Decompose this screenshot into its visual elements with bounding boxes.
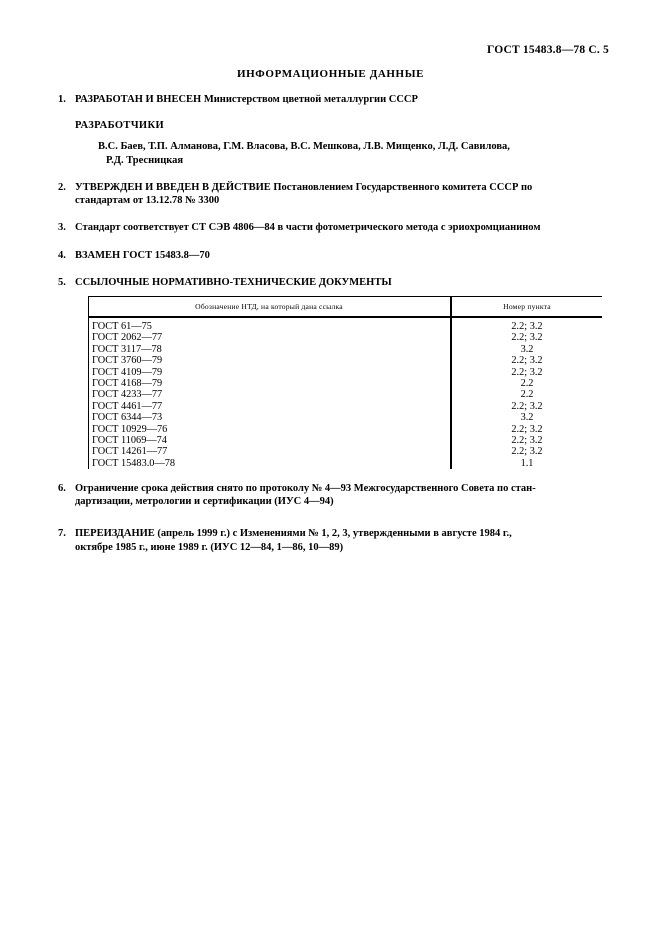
table-row (88, 401, 602, 412)
table-row (88, 344, 602, 355)
table-cell-designation: ГОСТ 61—75 (92, 321, 152, 332)
spacer (58, 207, 610, 221)
info-item-3-number: 3. (58, 222, 66, 234)
info-items-top (58, 93, 610, 289)
info-item-5 (58, 276, 610, 289)
table-cell-designation: ГОСТ 14261—77 (92, 446, 168, 458)
spacer (58, 235, 610, 249)
table-cell-clause: 1.1 (451, 458, 602, 469)
info-item-4-text: ВЗАМЕН ГОСТ 15483.8—70 (75, 249, 210, 261)
developers-names (58, 140, 598, 167)
reference-documents-table (88, 296, 602, 469)
table-header-row (88, 297, 602, 318)
info-item-2-number: 2. (58, 182, 66, 194)
table-cell-designation: ГОСТ 3760—79 (92, 355, 163, 367)
table-header-designation: Обозначение НТД, на который дана ссылка (88, 297, 451, 318)
table-left-border (88, 296, 89, 469)
spacer (58, 508, 610, 527)
info-item-5-text: ССЫЛОЧНЫЕ НОРМАТИВНО-ТЕХНИЧЕСКИЕ ДОКУМЕНТЫ (75, 276, 392, 288)
table-header-clause: Номер пункта (451, 297, 602, 318)
table-row (88, 412, 602, 423)
table-cell-clause: 2.2; 3.2 (451, 317, 602, 332)
table-cell-designation: ГОСТ 15483.0—78 (92, 457, 176, 469)
info-item-1 (58, 93, 610, 106)
table-cell-clause: 2.2; 3.2 (451, 332, 602, 343)
table-body (88, 317, 602, 469)
table-cell-designation: ГОСТ 4168—79 (92, 378, 163, 390)
table-cell-designation: ГОСТ 6344—73 (92, 412, 163, 424)
page-title: ИНФОРМАЦИОННЫЕ ДАННЫЕ (236, 68, 425, 80)
running-header: ГОСТ 15483.8—78 С. 5 (486, 44, 609, 56)
reference-documents-table-wrap (88, 296, 600, 469)
info-item-6-text-line-2: дартизации, метрологии и сертификации (ИУС 4—94) (75, 496, 334, 508)
info-item-4-number: 4. (58, 249, 66, 261)
info-item-7-text: ПЕРЕИЗДАНИЕ (апрель 1999 г.) с Изменениями № 1, 2, 3, утвержденными в августе 1984 г., (75, 528, 512, 540)
table-cell-designation: ГОСТ 10929—76 (92, 423, 168, 435)
table-row (88, 355, 602, 366)
table-cell-clause: 2.2 (451, 389, 602, 400)
info-item-3-text: Стандарт соответствует СТ СЭВ 4806—84 в части фотометрического метода с эриохромцианином (75, 222, 541, 234)
info-item-6-text: Ограничение срока действия снято по протоколу № 4—93 Межгосударственного Совета по стан- (75, 483, 536, 494)
table-row (88, 367, 602, 378)
info-item-6-number: 6. (58, 483, 66, 494)
table-cell-clause: 2.2; 3.2 (451, 424, 602, 435)
developers-names-line-1: В.С. Баев, Т.П. Алманова, Г.М. Власова, В.С. Мешкова, Л.В. Мищенко, Л.Д. Савилова, (98, 141, 510, 153)
table-row (88, 317, 602, 332)
table-row (88, 446, 602, 457)
info-item-7 (58, 527, 610, 553)
table-cell-clause: 2.2 (451, 378, 602, 389)
table-row (88, 389, 602, 400)
table-cell-clause: 2.2; 3.2 (451, 435, 602, 446)
table-cell-clause: 3.2 (451, 344, 602, 355)
info-items-bottom (58, 482, 610, 554)
spacer (58, 106, 610, 120)
table-row (88, 458, 602, 469)
table-cell-clause: 2.2; 3.2 (451, 367, 602, 378)
info-item-7-number: 7. (58, 528, 66, 540)
spacer (58, 131, 610, 140)
info-item-4 (58, 249, 610, 262)
info-item-2 (58, 181, 610, 207)
table-cell-designation: ГОСТ 3117—78 (92, 343, 162, 355)
table-row (88, 435, 602, 446)
table-cell-designation: ГОСТ 11069—74 (92, 435, 167, 447)
table-cell-designation: ГОСТ 2062—77 (92, 332, 163, 344)
table-cell-clause: 2.2; 3.2 (451, 446, 602, 457)
table-row (88, 424, 602, 435)
spacer (58, 167, 610, 181)
developers-heading: РАЗРАБОТЧИКИ (75, 120, 165, 132)
info-item-1-number: 1. (58, 94, 66, 105)
table-row (88, 332, 602, 343)
info-item-2-text: УТВЕРЖДЕН И ВВЕДЕН В ДЕЙСТВИЕ Постановлением Государственного комитета СССР по (75, 182, 533, 194)
table-cell-clause: 2.2; 3.2 (451, 355, 602, 366)
info-item-1-text: РАЗРАБОТАН И ВНЕСЕН Министерством цветной металлургии СССР (75, 94, 418, 105)
table-cell-clause: 3.2 (451, 412, 602, 423)
info-item-2-text-line-2: стандартам от 13.12.78 № 3300 (75, 195, 220, 207)
info-item-6 (58, 482, 610, 508)
developers-names-line-2: Р.Д. Тресницкая (106, 154, 184, 166)
info-item-3 (58, 221, 610, 234)
info-item-5-number: 5. (58, 276, 66, 288)
table-cell-designation: ГОСТ 4461—77 (92, 400, 163, 412)
table-row (88, 378, 602, 389)
table-cell-designation: ГОСТ 4233—77 (92, 389, 163, 401)
spacer (58, 262, 610, 276)
info-item-7-text-line-2: октябре 1985 г., июне 1989 г. (ИУС 12—84, 1—86, 10—89) (75, 541, 344, 553)
table-cell-designation: ГОСТ 4109—79 (92, 366, 163, 378)
table-cell-clause: 2.2; 3.2 (451, 401, 602, 412)
